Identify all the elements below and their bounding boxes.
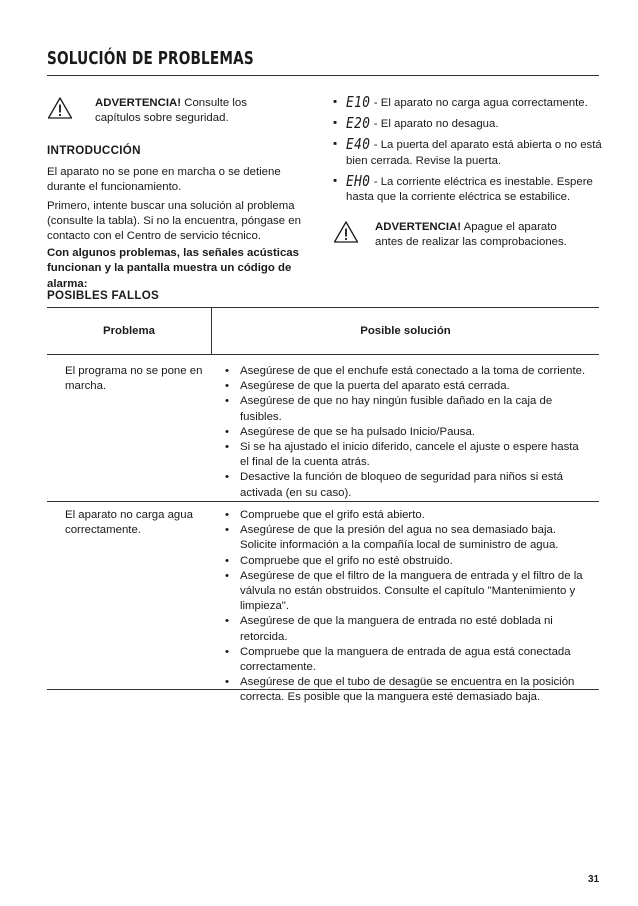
title-divider xyxy=(47,75,599,76)
solution-item: • Desactive la función de bloqueo de seguridad para niños si está activada (en su caso). xyxy=(225,471,563,499)
row-problem: El programa no se pone en marcha. xyxy=(65,365,203,393)
solution-item: • Compruebe que el grifo no esté obstruido. xyxy=(225,554,453,567)
solution-item: • Asegúrese de que el enchufe está conectado a la toma de corriente. xyxy=(225,365,586,377)
intro-paragraph-2: Primero, intente buscar una solución al problema (consulte la tabla). Si no la encuentra, póngase en contacto con el Centro de servicio técnico. xyxy=(47,199,301,243)
warning-switch-off xyxy=(333,220,603,250)
table-header-problem: Problema xyxy=(103,325,155,337)
table-header-solution: Posible solución xyxy=(360,325,451,337)
solution-item: • Compruebe que el grifo está abierto. xyxy=(225,509,425,521)
solution-item: • Asegúrese de que la puerta del aparato está cerrada. xyxy=(225,380,510,393)
alarm-code: E40 xyxy=(346,135,371,154)
alarm-text: - La corriente eléctrica es inestable. Espere hasta que la corriente eléctrica se estabilice. xyxy=(346,175,593,204)
alarm-item: ▪ EH0 - La corriente eléctrica es inestable. Espere hasta que la corriente eléctrica se estabilice. xyxy=(333,171,593,204)
warning-safety xyxy=(47,96,317,126)
table-header-border xyxy=(47,354,599,355)
solution-item: • Asegúrese de que la manguera de entrada no esté doblada ni retorcida. xyxy=(225,615,553,643)
row-solutions xyxy=(225,364,590,501)
intro-section xyxy=(47,143,315,292)
warning-label: ADVERTENCIA! xyxy=(95,97,182,109)
intro-heading: INTRODUCCIÓN xyxy=(47,144,141,157)
warning-triangle-icon xyxy=(47,96,73,120)
alarm-text: - El aparato no desagua. xyxy=(370,118,499,131)
alarm-item: ▪ E20 - El aparato no desagua. xyxy=(333,114,499,133)
alarm-text: - El aparato no carga agua correctamente. xyxy=(370,97,588,109)
solution-item: • Compruebe que la manguera de entrada de agua está conectada correctamente. xyxy=(225,645,571,674)
warning-text: Consulte los capítulos sobre seguridad. xyxy=(95,97,247,125)
row-problem: El aparato no carga agua correctamente. xyxy=(65,509,193,537)
faults-heading: POSIBLES FALLOS xyxy=(47,289,160,302)
table-top-border xyxy=(47,307,599,308)
solution-item: • Asegúrese de que el tubo de desagüe se encuentra en la posición correcta. Es posible que la manguera esté demasiado baja. xyxy=(225,676,575,704)
row-solutions xyxy=(225,508,590,706)
alarm-codes-list xyxy=(333,95,603,210)
alarm-code: E20 xyxy=(346,114,371,133)
alarm-code: E10 xyxy=(346,93,371,111)
solution-item: • Asegúrese de que se ha pulsado Inicio/Pausa. xyxy=(225,425,475,438)
alarm-code: EH0 xyxy=(346,171,371,190)
alarm-item: ▪ E40 - La puerta del aparato está abierta o no está bien cerrada. Revise la puerta. xyxy=(333,135,602,167)
alarm-item: ▪ E10 - El aparato no carga agua correctamente. xyxy=(333,93,588,111)
warning-label: ADVERTENCIA! xyxy=(375,221,462,233)
solution-item: • Asegúrese de que no hay ningún fusible dañado en la caja de fusibles. xyxy=(225,395,553,423)
page-number: 31 xyxy=(588,874,600,885)
warning-triangle-icon xyxy=(333,220,359,244)
intro-paragraph-1: El aparato no se pone en marcha o se detiene durante el funcionamiento. xyxy=(47,166,281,194)
solution-item: • Asegúrese de que el filtro de la manguera de entrada y el filtro de la válvula no están obstruidos. Consulte el capítulo "Mantenimiento y limpieza". xyxy=(225,569,583,613)
table-bottom-border xyxy=(47,689,599,690)
table-row-divider xyxy=(47,501,599,502)
solution-item: • Asegúrese de que la presión del agua no sea demasiado baja. Solicite información a la compañía local de suministro de agua. xyxy=(225,524,559,552)
intro-paragraph-3: Con algunos problemas, las señales acústicas funcionan y la pantalla muestra un código de alarma: xyxy=(47,247,299,290)
alarm-text: - La puerta del aparato está abierta o no está bien cerrada. Revise la puerta. xyxy=(346,139,602,167)
page-title: SOLUCIÓN DE PROBLEMAS xyxy=(47,49,254,69)
solution-item: • Si se ha ajustado el inicio diferido, cancele el ajuste o espere hasta el final de la cuenta atrás. xyxy=(225,441,579,469)
warning-text: Apague el aparato antes de realizar las comprobaciones. xyxy=(375,221,567,249)
